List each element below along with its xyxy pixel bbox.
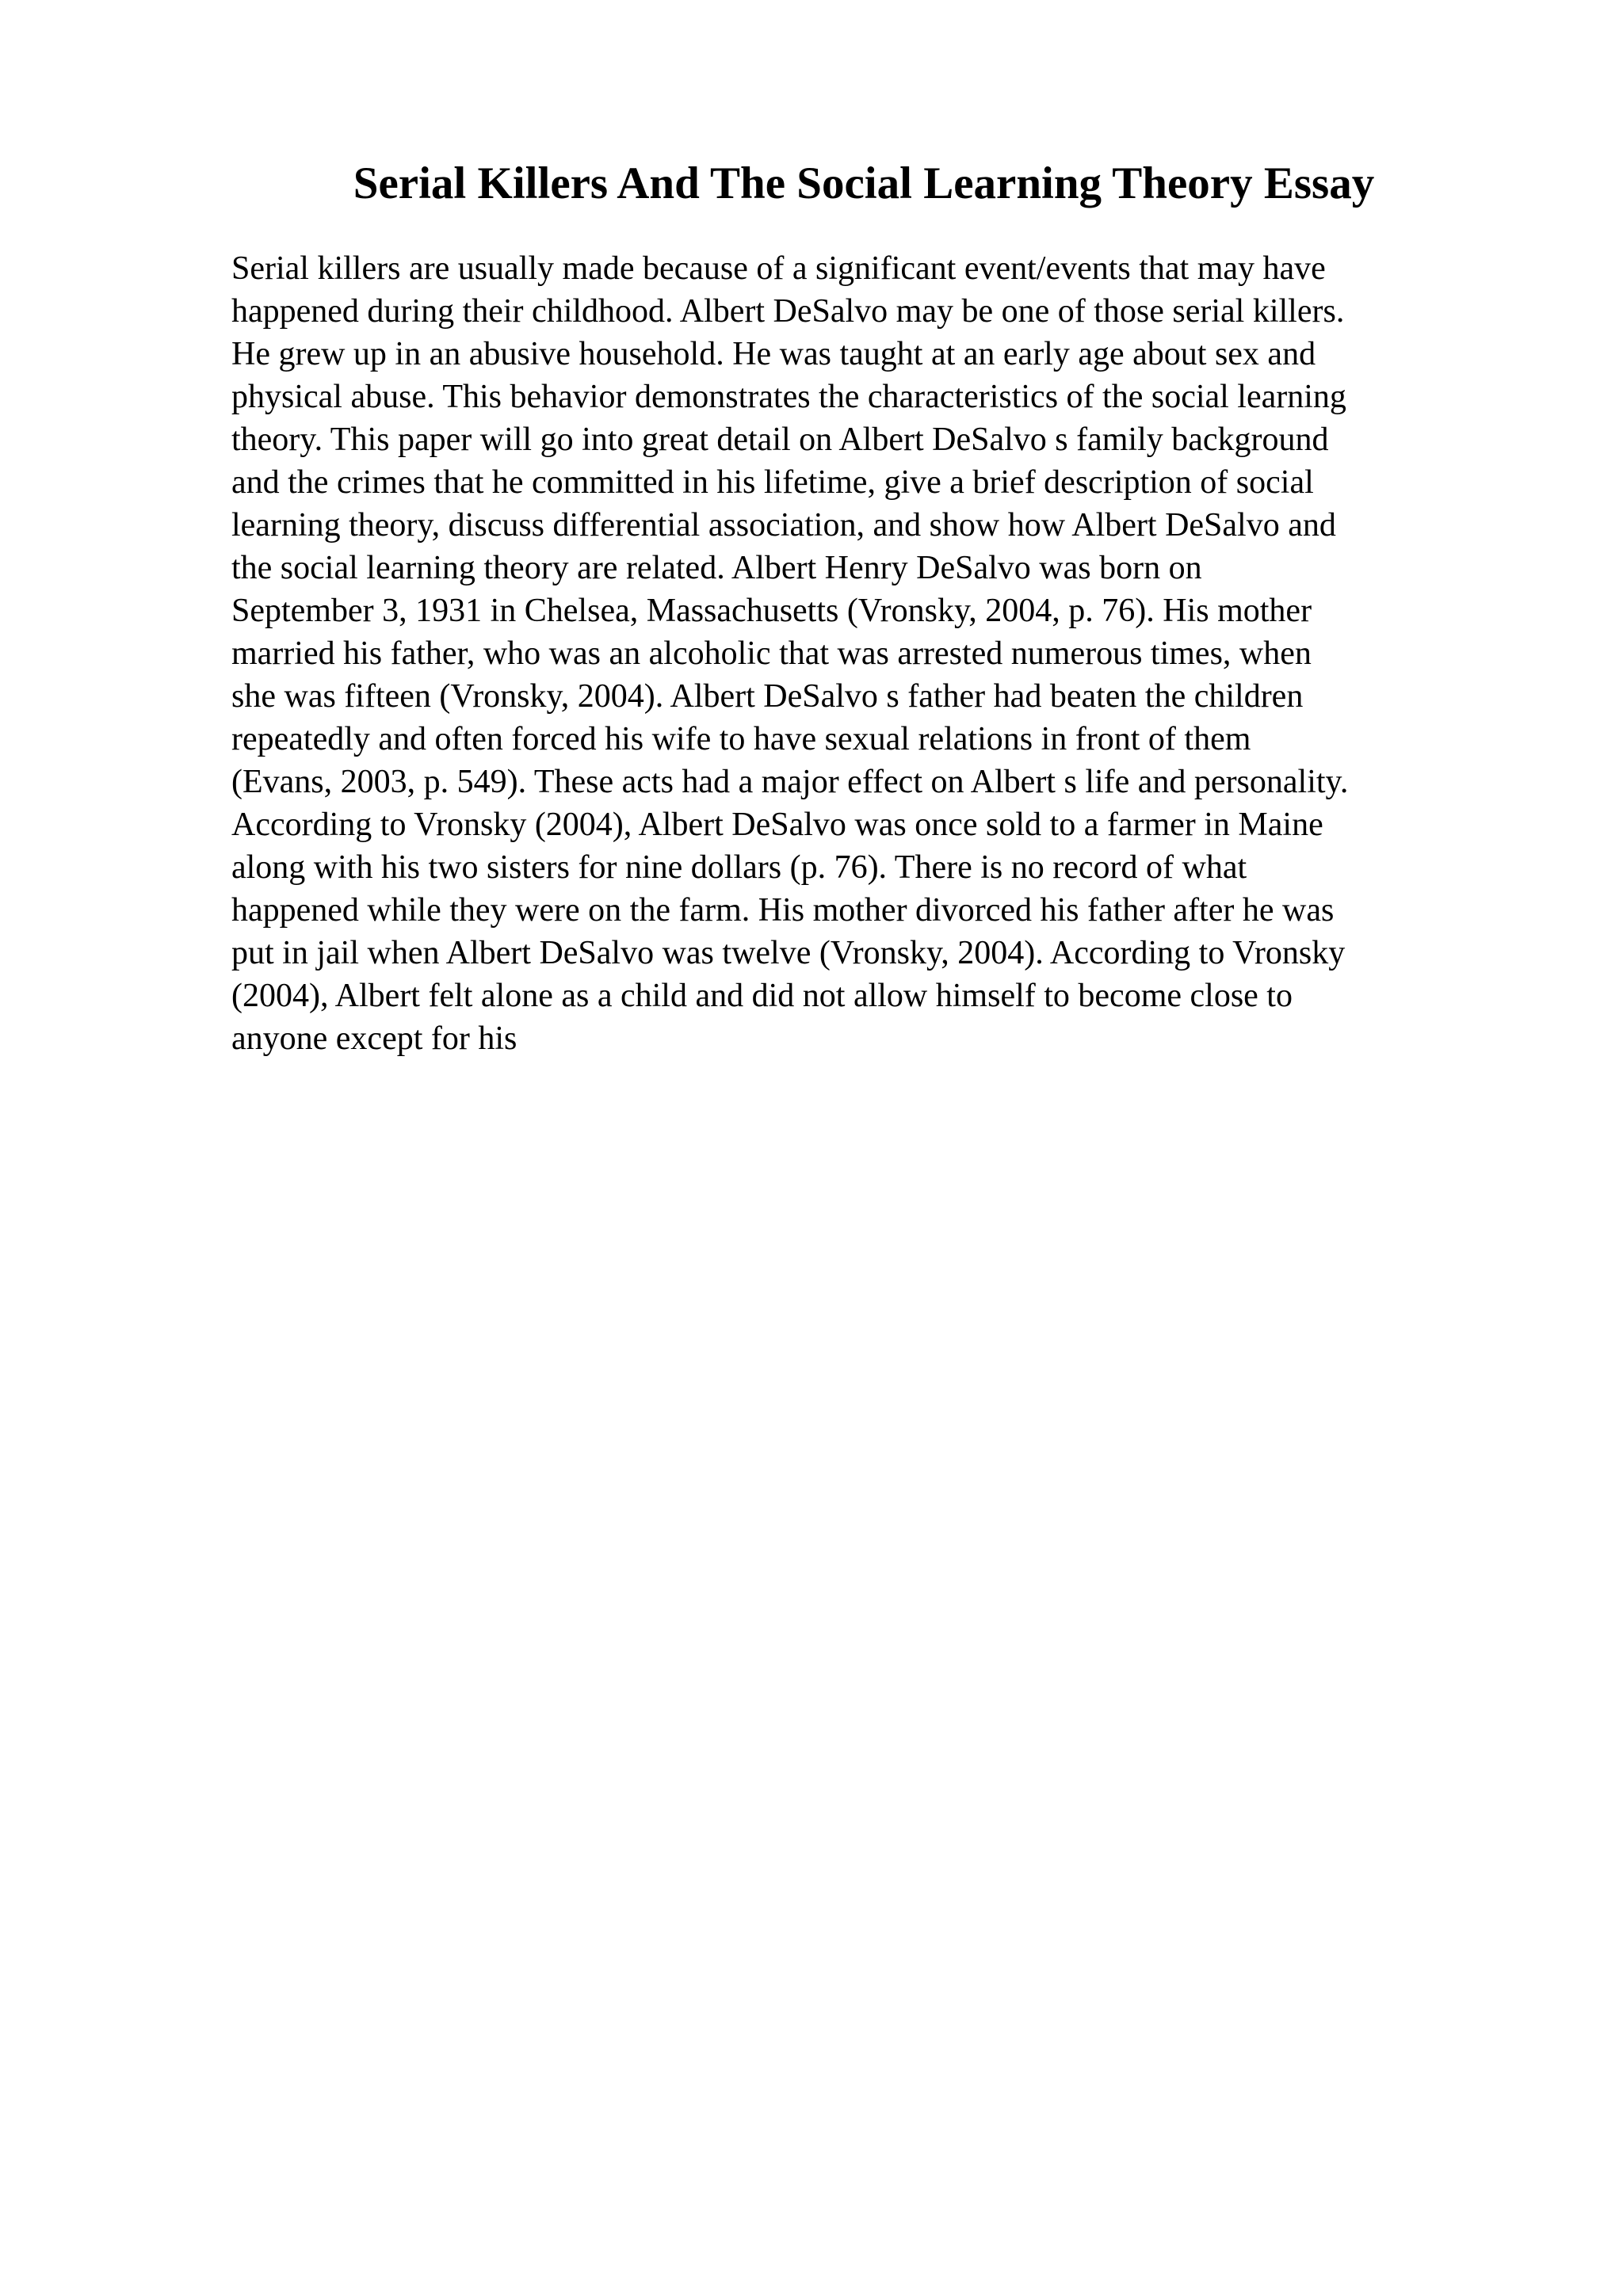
body-line: married his father, who was an alcoholic that was arrested numerous times, when — [231, 635, 1312, 672]
body-line: According to Vronsky (2004), Albert DeSalvo was once sold to a farmer in Maine — [231, 807, 1323, 843]
body-line: theory. This paper will go into great detail on Albert DeSalvo s family background — [231, 421, 1329, 458]
body-line: learning theory, discuss differential association, and show how Albert DeSalvo and — [231, 507, 1336, 543]
body-line: repeatedly and often forced his wife to have sexual relations in front of them — [231, 721, 1251, 757]
essay-body — [231, 247, 1499, 1060]
body-line: happened while they were on the farm. His mother divorced his father after he was — [231, 892, 1335, 929]
body-line: along with his two sisters for nine dollars (p. 76). There is no record of what — [231, 849, 1247, 886]
body-line: (2004), Albert felt alone as a child and did not allow himself to become close to — [231, 978, 1293, 1014]
essay-title: Serial Killers And The Social Learning Theory Essay — [353, 158, 1375, 208]
body-line: anyone except for his — [231, 1020, 517, 1057]
body-line: she was fifteen (Vronsky, 2004). Albert DeSalvo s father had beaten the children — [231, 678, 1304, 715]
body-line: (Evans, 2003, p. 549). These acts had a major effect on Albert s life and personality. — [231, 764, 1349, 800]
body-line: physical abuse. This behavior demonstrates the characteristics of the social learning — [231, 379, 1346, 415]
body-line: happened during their childhood. Albert DeSalvo may be one of those serial killers. — [231, 293, 1345, 330]
body-line: He grew up in an abusive household. He was taught at an early age about sex and — [231, 336, 1316, 372]
body-line: put in jail when Albert DeSalvo was twelve (Vronsky, 2004). According to Vronsky — [231, 935, 1346, 971]
body-line: Serial killers are usually made because of a significant event/events that may have — [231, 250, 1326, 287]
body-line: the social learning theory are related. Albert Henry DeSalvo was born on — [231, 550, 1202, 586]
body-line: September 3, 1931 in Chelsea, Massachusetts (Vronsky, 2004, p. 76). His mother — [231, 593, 1312, 629]
body-line: and the crimes that he committed in his lifetime, give a brief description of social — [231, 464, 1314, 501]
